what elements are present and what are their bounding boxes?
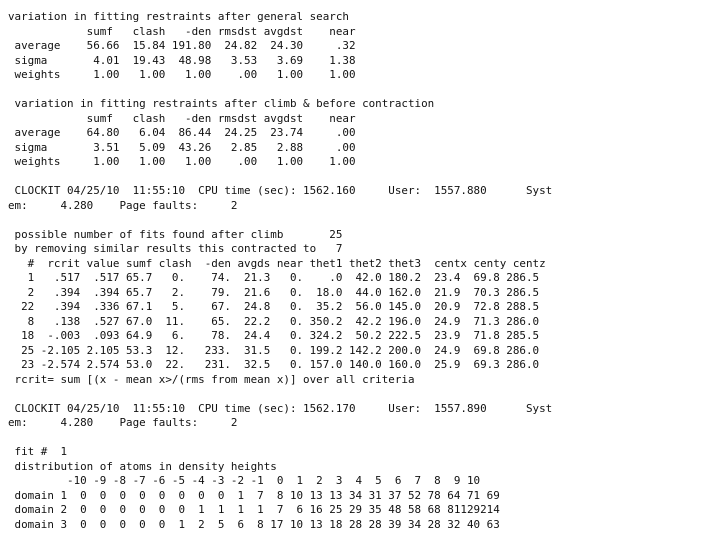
log-line: 25 -2.105 2.105 53.3 12. 233. 31.5 0. 199.2 142.2 200.0 24.9 69.8 286.0 <box>8 343 540 357</box>
log-line: 23 -2.574 2.574 53.0 22. 231. 32.5 0. 157.0 140.0 160.0 25.9 69.3 286.0 <box>8 358 540 371</box>
log-line: 2 .394 .394 65.7 2. 79. 21.6 0. 18.0 44.0 162.0 21.9 70.3 286.5 <box>8 285 540 299</box>
log-line: CLOCKIT 04/25/10 11:55:10 CPU time (sec): 1562.160 User: 1557.880 Syst <box>8 184 553 197</box>
log-line: average 64.80 6.04 86.44 24.25 23.74 .00 <box>8 126 356 139</box>
log-line: domain 1 0 0 0 0 0 0 0 0 1 7 8 10 13 13 34 31 37 52 78 64 71 69 <box>8 488 500 502</box>
log-line: -10 -9 -8 -7 -6 -5 -4 -3 -2 -1 0 1 2 3 4 5 6 7 8 9 10 <box>8 474 481 487</box>
log-line: CLOCKIT 04/25/10 11:55:10 CPU time (sec): 1562.170 User: 1557.890 Syst <box>8 401 553 415</box>
log-line <box>8 213 552 228</box>
log-line: by removing similar results this contracted to 7 <box>8 242 343 255</box>
log-line: distribution of atoms in density heights <box>8 459 277 473</box>
log-line <box>8 387 552 402</box>
log-line: sigma 3.51 5.09 43.26 2.85 2.88 .00 <box>8 140 356 154</box>
log-line: sigma 4.01 19.43 48.98 3.53 3.69 1.38 <box>8 53 356 67</box>
log-line <box>8 83 552 98</box>
log-line: # rcrit value sumf clash -den avgds near thet1 thet2 thet3 centx centy centz <box>8 256 546 270</box>
log-line: fit # 1 <box>8 445 68 458</box>
log-line: em: 4.280 Page faults: 2 <box>8 416 238 429</box>
log-line: domain 2 0 0 0 0 0 0 1 1 1 1 7 6 16 25 29 35 48 58 68 81129214 <box>8 503 500 516</box>
log-line: variation in fitting restraints after general search <box>8 10 349 23</box>
log-line: sumf clash -den rmsdst avgdst near <box>8 111 356 125</box>
log-line: 18 -.003 .093 64.9 6. 78. 24.4 0. 324.2 50.2 222.5 23.9 71.8 285.5 <box>8 329 540 342</box>
log-line: sumf clash -den rmsdst avgdst near <box>8 24 356 38</box>
log-line: 8 .138 .527 67.0 11. 65. 22.2 0. 350.2 42.2 196.0 24.9 71.3 286.0 <box>8 314 540 328</box>
log-line: variation in fitting restraints after climb & before contraction <box>8 97 435 110</box>
log-line: weights 1.00 1.00 1.00 .00 1.00 1.00 <box>8 68 356 81</box>
log-line: possible number of fits found after climb 25 <box>8 227 343 241</box>
log-line: average 56.66 15.84 191.80 24.82 24.30 .32 <box>8 39 356 52</box>
log-line <box>8 170 552 185</box>
log-line <box>8 431 552 446</box>
log-line: em: 4.280 Page faults: 2 <box>8 198 238 212</box>
log-line: domain 3 0 0 0 0 0 1 2 5 6 8 17 10 13 18 28 28 39 34 28 32 40 63 <box>8 517 500 531</box>
log-line: weights 1.00 1.00 1.00 .00 1.00 1.00 <box>8 155 356 168</box>
log-line: rcrit= sum [(x - mean x>/(rms from mean x)] over all criteria <box>8 372 415 386</box>
log-line: 1 .517 .517 65.7 0. 74. 21.3 0. .0 42.0 180.2 23.4 69.8 286.5 <box>8 271 540 284</box>
log-line: 22 .394 .336 67.1 5. 67. 24.8 0. 35.2 56.0 145.0 20.9 72.8 288.5 <box>8 300 540 313</box>
log-output <box>8 10 552 532</box>
